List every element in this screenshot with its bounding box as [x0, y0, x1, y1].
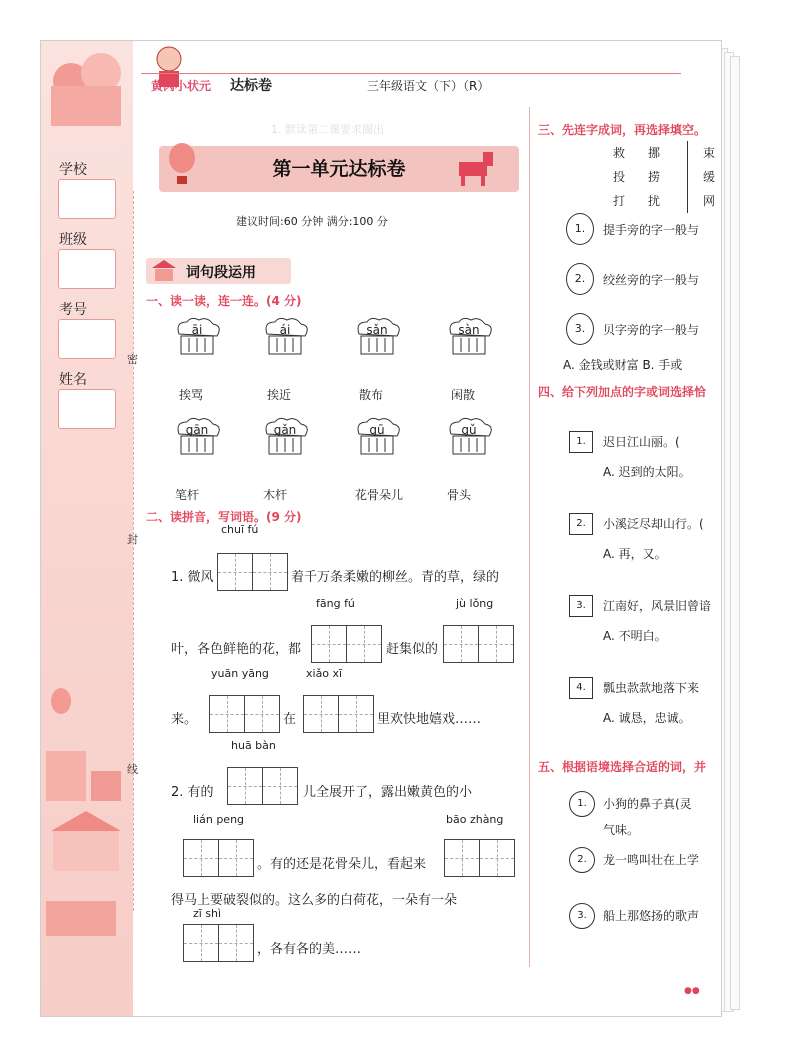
line-1g: 里欢快地嬉戏……	[377, 712, 482, 727]
pinyin-top: āi	[191, 323, 203, 337]
decor-city-icon	[41, 661, 133, 961]
pinyin-bottom: gǔ	[461, 423, 477, 437]
writing-grid[interactable]	[303, 695, 374, 733]
school-box[interactable]	[58, 179, 116, 219]
pinyin: fāng fú	[316, 597, 355, 610]
mouse-text: 小狗的鼻子真(灵	[603, 797, 692, 811]
mouse-number: 1.	[569, 791, 595, 817]
writing-grid[interactable]	[183, 839, 254, 877]
line-1c: 叶，各色鲜艳的花，都	[171, 642, 302, 657]
horse-icon	[453, 148, 499, 188]
title-band	[159, 146, 519, 192]
writing-grid[interactable]	[227, 767, 298, 805]
mouse-number: 3.	[569, 903, 595, 929]
writing-grid[interactable]	[444, 839, 515, 877]
hat-number: 2.	[569, 513, 593, 535]
seal-mi: 密	[127, 353, 138, 366]
castle-icon	[41, 41, 133, 141]
line-2c: 。有的还是花骨朵儿，看起来	[257, 857, 427, 872]
pinyin: xiǎo xī	[306, 667, 343, 680]
line-1a: 1. 微风	[171, 570, 214, 585]
item-answer[interactable]: A. 不明白。	[603, 629, 667, 643]
column-divider	[529, 107, 530, 967]
item-text: 瓢虫款款地落下来	[603, 681, 700, 695]
writing-grid[interactable]	[217, 553, 288, 591]
pinyin: chuī fú	[221, 523, 259, 536]
line-1f: 在	[283, 712, 297, 727]
line-2e: ，各有各的美……	[257, 942, 362, 957]
char-cell[interactable]: 缓	[703, 170, 716, 184]
writing-grid[interactable]	[183, 924, 254, 962]
hat-number: 4.	[569, 677, 593, 699]
pinyin-top: ái	[279, 323, 291, 337]
char-cell[interactable]: 投	[613, 170, 626, 184]
balloon-text: 贝字旁的字一般与	[603, 323, 700, 337]
char-rule	[687, 141, 688, 213]
char-cell[interactable]: 束	[703, 146, 716, 160]
ghost-text: 1. 默读第二课要求圈出	[271, 123, 384, 136]
balloon-number: 1.	[566, 213, 594, 245]
line-1b: 着千万条柔嫩的柳丝。青的草，绿的	[291, 570, 500, 585]
line-1e: 来。	[171, 712, 198, 727]
hat-number: 1.	[569, 431, 593, 453]
writing-grid[interactable]	[311, 625, 382, 663]
writing-grid[interactable]	[443, 625, 514, 663]
exam-no-box[interactable]	[58, 319, 116, 359]
pinyin-top: sàn	[458, 323, 480, 337]
class-box[interactable]	[58, 249, 116, 289]
q1-heading: 一、读一读，连一连。(4 分)	[146, 294, 302, 308]
mouse-text-2: 气味。	[603, 823, 640, 837]
item-answer[interactable]: A. 再，又。	[603, 547, 667, 561]
cut-line	[133, 191, 134, 911]
line-2d: 得马上要破裂似的。这么多的白荷花，一朵有一朵	[171, 893, 458, 908]
seal-feng: 封	[127, 533, 138, 546]
item-text: 迟日江山丽。(	[603, 435, 680, 449]
balloon-text: 提手旁的字一般与	[603, 223, 700, 237]
item-text: 江南好，风景旧曾谙	[603, 599, 712, 613]
word-bottom: 木杆	[263, 488, 288, 502]
name-box[interactable]	[58, 389, 116, 429]
q2-heading: 二、读拼音，写词语。(9 分)	[146, 510, 302, 524]
pinyin: jù lǒng	[456, 597, 494, 610]
page-title: 第一单元达标卷	[272, 158, 406, 180]
carousel-icon	[152, 260, 176, 282]
char-cell[interactable]: 捞	[648, 170, 661, 184]
logo-text: 黄冈小状元	[151, 79, 212, 93]
balloon-text: 绞丝旁的字一般与	[603, 273, 700, 287]
q3-options: A. 金钱或财富 B. 手或	[563, 358, 683, 372]
word-top: 闲散	[451, 388, 476, 402]
sidebar	[41, 41, 133, 1016]
char-cell[interactable]: 打	[613, 194, 626, 208]
header-rule	[141, 73, 681, 74]
hat-number: 3.	[569, 595, 593, 617]
word-bottom: 骨头	[447, 488, 472, 502]
workbook-page	[40, 40, 722, 1017]
word-bottom: 笔杆	[175, 488, 200, 502]
pinyin: lián peng	[193, 813, 245, 826]
char-cell[interactable]: 挪	[648, 146, 661, 160]
char-cell[interactable]: 救	[613, 146, 626, 160]
school-label: 学校	[59, 162, 87, 178]
name-label: 姓名	[59, 372, 87, 388]
exam-no-label: 考号	[59, 302, 87, 318]
line-2a: 2. 有的	[171, 785, 214, 800]
mouse-number: 2.	[569, 847, 595, 873]
balloon-number: 3.	[566, 313, 594, 345]
writing-grid[interactable]	[209, 695, 280, 733]
grade-label: 三年级语文（下）（R）	[367, 79, 490, 93]
pinyin-bottom: gān	[185, 423, 209, 437]
pinyin-bottom: gū	[369, 423, 385, 437]
item-answer[interactable]: A. 迟到的太阳。	[603, 465, 691, 479]
word-top: 挨骂	[179, 388, 204, 402]
section-bar	[146, 258, 291, 284]
section-bar-label: 词句段运用	[186, 265, 256, 281]
pinyin-top: sǎn	[366, 323, 388, 337]
word-top: 挨近	[267, 388, 292, 402]
char-cell[interactable]: 扰	[648, 194, 661, 208]
balloon-number: 2.	[566, 263, 594, 295]
pinyin: huā bàn	[231, 739, 276, 752]
q5-heading: 五、根据语境选择合适的词，并	[538, 760, 707, 774]
mouse-text: 船上那悠扬的歌声	[603, 909, 700, 923]
q3-heading: 三、先连字成词，再选择填空。	[538, 123, 707, 137]
item-answer[interactable]: A. 诚恳，忠诚。	[603, 711, 691, 725]
line-2b: 儿全展开了，露出嫩黄色的小	[303, 785, 473, 800]
word-bottom: 花骨朵儿	[355, 488, 404, 502]
pinyin: yuān yāng	[211, 667, 269, 680]
exam-meta: 建议时间:60 分钟 满分:100 分	[236, 215, 388, 228]
word-top: 散布	[359, 388, 384, 402]
class-label: 班级	[59, 232, 87, 248]
seal-xian: 线	[127, 763, 138, 776]
page-dots: ●●	[684, 986, 700, 996]
pinyin: bāo zhàng	[446, 813, 504, 826]
pinyin-bottom: gǎn	[273, 423, 297, 437]
pinyin: zī shì	[193, 907, 222, 920]
q4-heading: 四、给下列加点的字或词选择恰	[538, 385, 707, 399]
line-1d: 赶集似的	[386, 642, 439, 657]
mouse-text: 龙一鸣叫壮在上学	[603, 853, 700, 867]
char-cell[interactable]: 网	[703, 194, 716, 208]
logo-sub: 达标卷	[230, 78, 272, 94]
item-text: 小溪泛尽却山行。(	[603, 517, 704, 531]
